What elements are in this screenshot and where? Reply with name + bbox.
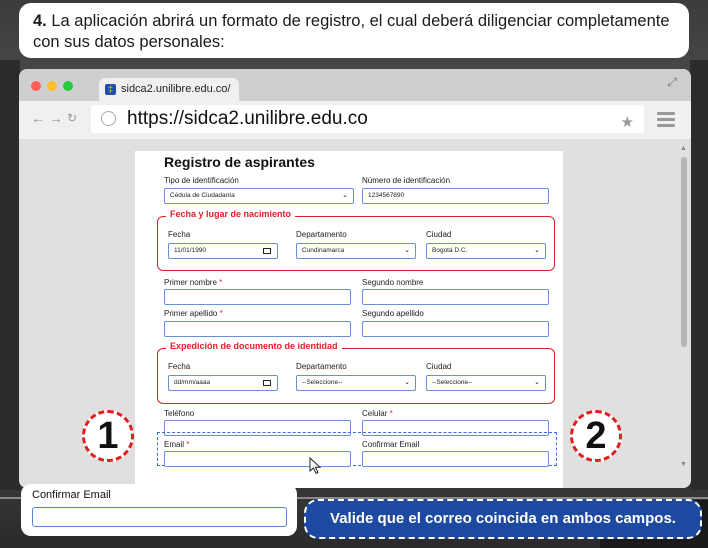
nacimiento-ciudad-label: Ciudad <box>426 230 452 239</box>
info-icon[interactable] <box>101 111 116 126</box>
chevron-down-icon: ⌄ <box>404 379 410 386</box>
tipo-id-value: Cédula de Ciudadanía <box>170 192 235 199</box>
reload-icon[interactable]: ↻ <box>67 111 78 125</box>
expedicion-departamento-value: --Seleccione-- <box>302 379 343 386</box>
scroll-down-icon[interactable]: ▼ <box>680 461 687 468</box>
segundo-nombre-input[interactable] <box>362 289 549 305</box>
minimize-window-icon[interactable] <box>47 81 57 91</box>
callout-badge-1: 1 <box>82 410 134 462</box>
chevron-down-icon: ⌄ <box>342 192 348 199</box>
instruction-banner <box>19 3 689 58</box>
expedicion-departamento-select[interactable] <box>296 375 416 391</box>
calendar-icon[interactable] <box>263 380 271 386</box>
tab-title: sidca2.unilibre.edu.co/ <box>121 83 231 95</box>
nacimiento-ciudad-select[interactable] <box>426 243 546 259</box>
nacimiento-legend: Fecha y lugar de nacimiento <box>166 209 295 219</box>
page-title: Registro de aspirantes <box>164 154 315 170</box>
primer-apellido-input[interactable] <box>164 321 351 337</box>
address-bar[interactable] <box>91 105 644 133</box>
tipo-id-label: Tipo de identificación <box>164 176 239 185</box>
site-favicon-icon: ‡ <box>105 84 116 95</box>
numero-id-label: Número de identificación <box>362 176 451 185</box>
numero-id-value: 1234567890 <box>368 192 405 199</box>
expedicion-fecha-input[interactable] <box>168 375 278 391</box>
step-number: 4. <box>33 12 47 30</box>
chevron-down-icon: ⌄ <box>534 247 540 254</box>
nacimiento-ciudad-value: Bogotá D.C. <box>432 247 468 254</box>
expand-icon[interactable]: ⤢ <box>667 75 677 89</box>
expedicion-legend: Expedición de documento de identidad <box>166 341 342 351</box>
nacimiento-departamento-select[interactable] <box>296 243 416 259</box>
telefono-label: Teléfono <box>164 409 195 418</box>
confirmar-email-input[interactable] <box>362 451 549 467</box>
mouse-cursor-icon <box>309 457 323 475</box>
callout-badge-2: 2 <box>570 410 622 462</box>
validation-tip: Valide que el correo coincida en ambos campos. <box>304 499 702 539</box>
primer-nombre-label: Primer nombre * <box>164 278 223 287</box>
calendar-icon[interactable] <box>263 248 271 254</box>
nacimiento-fecha-label: Fecha <box>168 230 191 239</box>
browser-toolbar <box>19 101 691 139</box>
zoom-confirm-email-label: Confirmar Email <box>32 489 111 501</box>
close-window-icon[interactable] <box>31 81 41 91</box>
chevron-down-icon: ⌄ <box>404 247 410 254</box>
tab-bar <box>19 69 691 101</box>
numero-id-input[interactable] <box>362 188 549 204</box>
expedicion-departamento-label: Departamento <box>296 362 347 371</box>
expedicion-fecha-label: Fecha <box>168 362 191 371</box>
scroll-up-icon[interactable]: ▲ <box>680 145 687 152</box>
scrollbar[interactable] <box>679 145 689 468</box>
primer-nombre-input[interactable] <box>164 289 351 305</box>
primer-apellido-label: Primer apellido * <box>164 309 223 318</box>
address-text: https://sidca2.unilibre.edu.co <box>127 108 368 129</box>
chevron-down-icon: ⌄ <box>534 379 540 386</box>
expedicion-ciudad-label: Ciudad <box>426 362 452 371</box>
zoomed-confirm-email <box>21 484 297 536</box>
back-icon[interactable]: ← <box>31 110 45 126</box>
segundo-apellido-input[interactable] <box>362 321 549 337</box>
celular-label: Celular * <box>362 409 393 418</box>
nacimiento-fieldset <box>157 209 555 271</box>
nacimiento-departamento-value: Cundinamarca <box>302 247 345 254</box>
segundo-nombre-label: Segundo nombre <box>362 278 424 287</box>
expedicion-fecha-placeholder: dd/mm/aaaa <box>174 379 211 386</box>
expedicion-ciudad-select[interactable] <box>426 375 546 391</box>
nacimiento-fecha-input[interactable] <box>168 243 278 259</box>
maximize-window-icon[interactable] <box>63 81 73 91</box>
instruction-text: La aplicación abrirá un formato de registro, el cual deberá diligenciar completamente con sus datos personales: <box>33 12 670 51</box>
segundo-apellido-label: Segundo apellido <box>362 309 424 318</box>
scrollbar-thumb[interactable] <box>681 157 687 347</box>
nacimiento-departamento-label: Departamento <box>296 230 347 239</box>
forward-icon[interactable]: → <box>49 110 63 126</box>
email-label: Email * <box>164 440 190 449</box>
registration-form <box>135 151 563 488</box>
browser-tab[interactable] <box>99 78 239 101</box>
confirmar-email-label: Confirmar Email <box>362 440 420 449</box>
menu-icon[interactable] <box>657 112 675 130</box>
expedicion-fieldset <box>157 341 555 404</box>
zoom-confirm-email-input[interactable] <box>32 507 287 527</box>
expedicion-ciudad-value: --Seleccione-- <box>432 379 473 386</box>
tipo-id-select[interactable] <box>164 188 354 204</box>
nacimiento-fecha-value: 11/01/1990 <box>174 247 207 254</box>
star-icon[interactable]: ★ <box>620 114 634 131</box>
